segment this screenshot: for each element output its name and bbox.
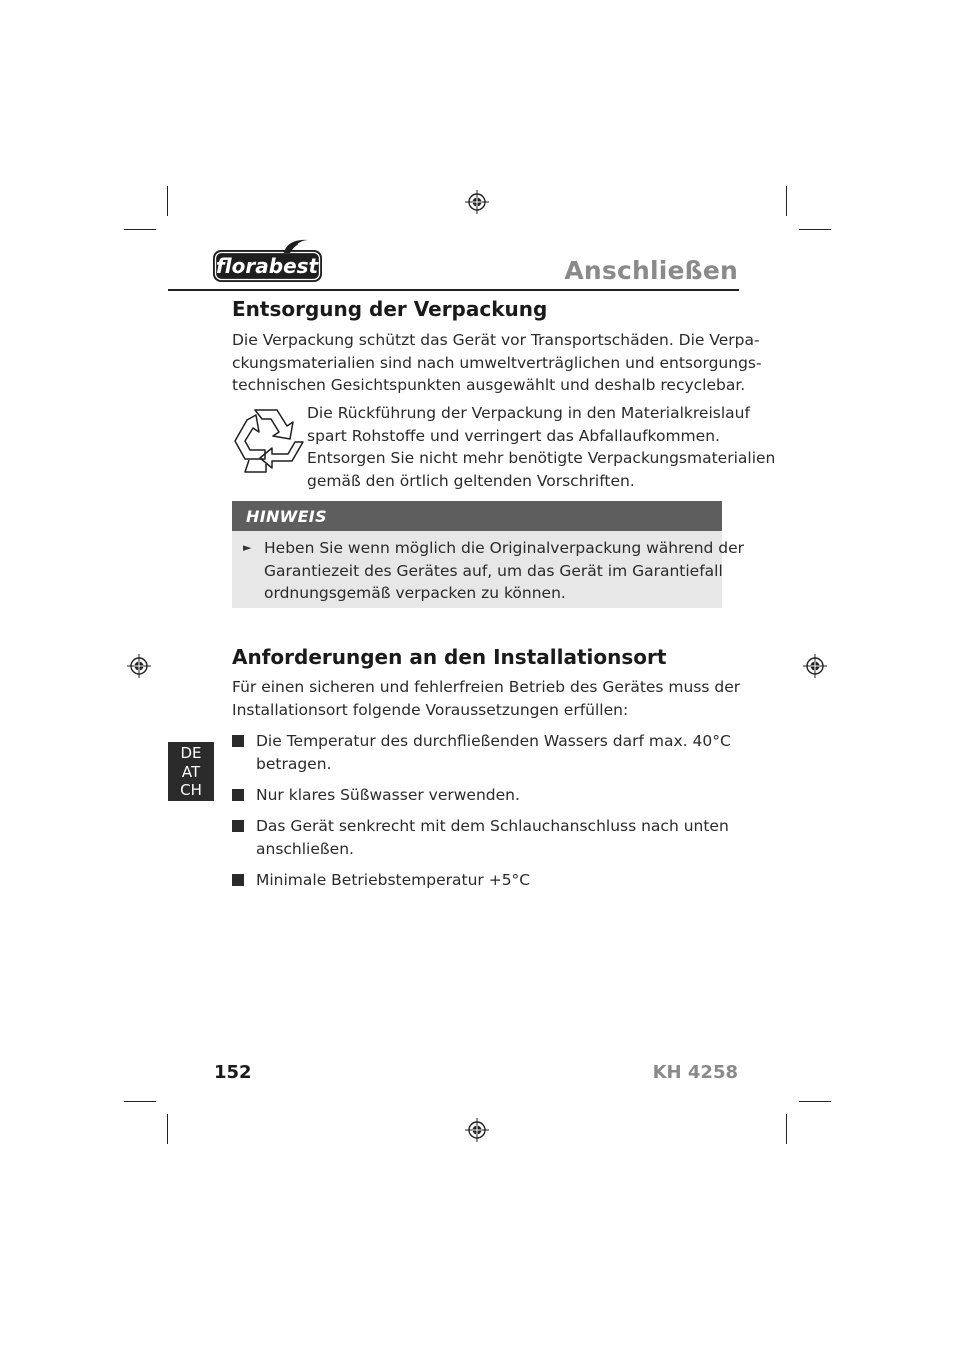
- page-number: 152: [214, 1062, 252, 1083]
- text-line: Nur klares Süßwasser verwenden.: [256, 786, 520, 804]
- text-line: Minimale Betriebstemperatur +5°C: [256, 871, 531, 889]
- registration-mark-icon: [465, 1118, 489, 1142]
- registration-mark-icon: [465, 190, 489, 214]
- text-line: Entsorgen Sie nicht mehr benötigte Verpackungsmaterialien: [307, 449, 776, 467]
- bullet-square-icon: [232, 820, 244, 832]
- text-line: Die Rückführung der Verpackung in den Materialkreislauf: [307, 404, 750, 422]
- list-item: [256, 869, 530, 892]
- text-line: Heben Sie wenn möglich die Originalverpackung während der: [264, 539, 745, 557]
- crop-mark: [799, 229, 831, 230]
- bullet-square-icon: [232, 789, 244, 801]
- section-heading-packaging: Entsorgung der Verpackung: [232, 297, 548, 321]
- text-line: spart Rohstoffe und verringert das Abfallaufkommen.: [307, 426, 720, 445]
- model-number: KH 4258: [652, 1062, 738, 1083]
- header-rule: [168, 289, 739, 291]
- text-line: Installationsort folgende Voraussetzungen erfüllen:: [232, 700, 629, 719]
- crop-mark: [167, 1114, 168, 1144]
- crop-mark: [124, 229, 156, 230]
- language-code: AT: [181, 762, 201, 781]
- text-line: anschließen.: [256, 840, 354, 858]
- crop-mark: [167, 186, 168, 216]
- note-label: HINWEIS: [246, 507, 327, 526]
- text-line: Die Temperatur des durchfließenden Wassers darf max. 40°C: [256, 732, 731, 750]
- list-item: [256, 730, 731, 776]
- note-text: [264, 537, 744, 605]
- note-body: [232, 531, 745, 608]
- recycle-paragraph: [307, 402, 776, 492]
- bullet-square-icon: [232, 874, 244, 886]
- list-item: [256, 784, 520, 807]
- text-line: Für einen sicheren und fehlerfreien Betrieb des Gerätes muss der: [232, 678, 741, 696]
- text-line: Die Verpackung schützt das Gerät vor Transportschäden. Die Verpa-: [232, 331, 760, 349]
- note-header: [232, 501, 722, 531]
- list-item: [256, 815, 729, 861]
- text-line: betragen.: [256, 755, 332, 773]
- text-line: ckungsmaterialien sind nach umweltverträglichen und entsorgungs-: [232, 353, 762, 372]
- language-tab: [168, 742, 214, 801]
- florabest-logo: [212, 238, 324, 284]
- recycle-icon: [232, 406, 306, 476]
- text-line: technischen Gesichtspunkten ausgewählt und deshalb recyclebar.: [232, 376, 746, 394]
- registration-mark-icon: [127, 654, 151, 678]
- crop-mark: [786, 186, 787, 216]
- text-line: ordnungsgemäß verpacken zu können.: [264, 584, 566, 602]
- installation-intro-paragraph: [232, 676, 741, 721]
- language-code: DE: [180, 744, 202, 762]
- language-code: CH: [180, 781, 202, 799]
- text-line: Das Gerät senkrecht mit dem Schlauchanschluss nach unten: [256, 817, 729, 835]
- registration-mark-icon: [803, 654, 827, 678]
- svg-text:florabest: florabest: [215, 254, 319, 278]
- text-line: gemäß den örtlich geltenden Vorschriften.: [307, 471, 635, 490]
- text-line: Garantiezeit des Gerätes auf, um das Gerät im Garantiefall: [264, 561, 723, 580]
- packaging-intro-paragraph: [232, 329, 762, 397]
- crop-mark: [124, 1101, 156, 1102]
- section-heading-installation: Anforderungen an den Installationsort: [232, 645, 667, 669]
- crop-mark: [786, 1114, 787, 1144]
- crop-mark: [799, 1101, 831, 1102]
- arrow-right-icon: ►: [243, 541, 252, 554]
- bullet-square-icon: [232, 735, 244, 747]
- page-title: Anschließen: [564, 256, 738, 285]
